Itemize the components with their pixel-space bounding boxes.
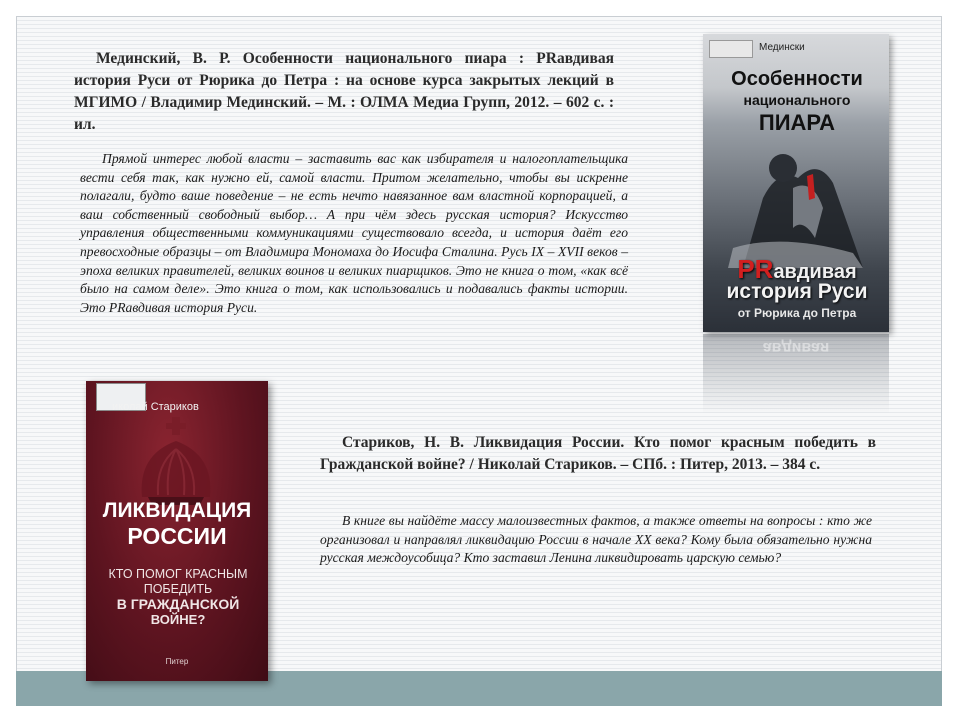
subtitle-line: КТО ПОМОГ КРАСНЫМ (108, 567, 248, 581)
subtitle-line: В ГРАЖДАНСКОЙ (116, 596, 240, 612)
book-2-cover-subtitle (100, 567, 256, 627)
book-1-citation: Мединский, В. Р. Особенности национального пиара : PRавдивая история Руси от Рюрика до Петра : на основе курса закрытых лекций в МГИМО / Владимир Мединский. – М. : ОЛМА Медиа Групп, 2012. – 602 с. : ил. (74, 50, 614, 133)
book-2-cover (86, 381, 268, 681)
book-1-cover-title-1: Особенности (731, 68, 863, 90)
library-sticker (709, 40, 753, 58)
book-2-citation: Стариков, Н. В. Ликвидация России. Кто помог красным победить в Гражданской войне? / Николай Стариков. – СПб. : Питер, 2013. – 384 с. (320, 434, 876, 473)
book-2-cover-title-1: ЛИКВИДАЦИЯ (102, 499, 252, 522)
subtitle-line: ПОБЕДИТЬ (143, 582, 213, 596)
cover-pr-letters: PR (737, 254, 774, 284)
cover-illustration-icon (723, 138, 873, 268)
book-1-cover-bottom-2: история Руси (726, 280, 868, 303)
book-1-cover-bottom-3: от Рюрика до Петра (737, 306, 857, 320)
reflection-text: авдивая (762, 339, 830, 356)
book-2-annotation: В книге вы найдёте массу малоизвестных фактов, а также ответы на вопросы : кто же организовал и направлял ликвидацию России в начале XX века? Кому была обязательно нужна русская междоусобица? Кто заставил Ленина ликвидировать царскую семью? (320, 513, 872, 566)
subtitle-line: ВОЙНЕ? (150, 612, 206, 627)
crown-emblem-icon (128, 415, 224, 511)
book-1-cover-author: Медински (759, 42, 805, 53)
book-2-cover-author: иколай Стариков (112, 401, 199, 413)
cover-pr-rest: авдивая (773, 261, 857, 283)
book-1-annotation: Прямой интерес любой власти – заставить вас как избирателя и налогоплательщика вести себя так, как нужно ей, самой власти. Притом желательно, чтобы вы искренне полагали, будто ваше поведение – не есть нечто навязанное вам властной корпорацией, а ваш собственный свободный выбор… А при чём здесь русская история? Искусство управления общественными коммуникациями существовало всегда, и история даёт его превосходные образцы – от Владимира Мономаха до Иосифа Сталина. Русь IX – XVII веков – эпоха великих правителей, великих воинов и великих пиарщиков. Это не книга о том, «как всё было на самом деле». Это книга о том, как использовались и подавались факты истории. Это PRавдивая история Руси. (80, 151, 628, 315)
book-1-cover-title-3: ПИАРА (758, 110, 836, 135)
book-2-cover-title-2: РОССИИ (127, 523, 227, 549)
book-1-reflection (703, 334, 889, 414)
book-1-cover-title-2: национального (743, 92, 851, 108)
book-2-cover-publisher: Питер (165, 657, 189, 666)
book-1-cover (703, 34, 889, 332)
